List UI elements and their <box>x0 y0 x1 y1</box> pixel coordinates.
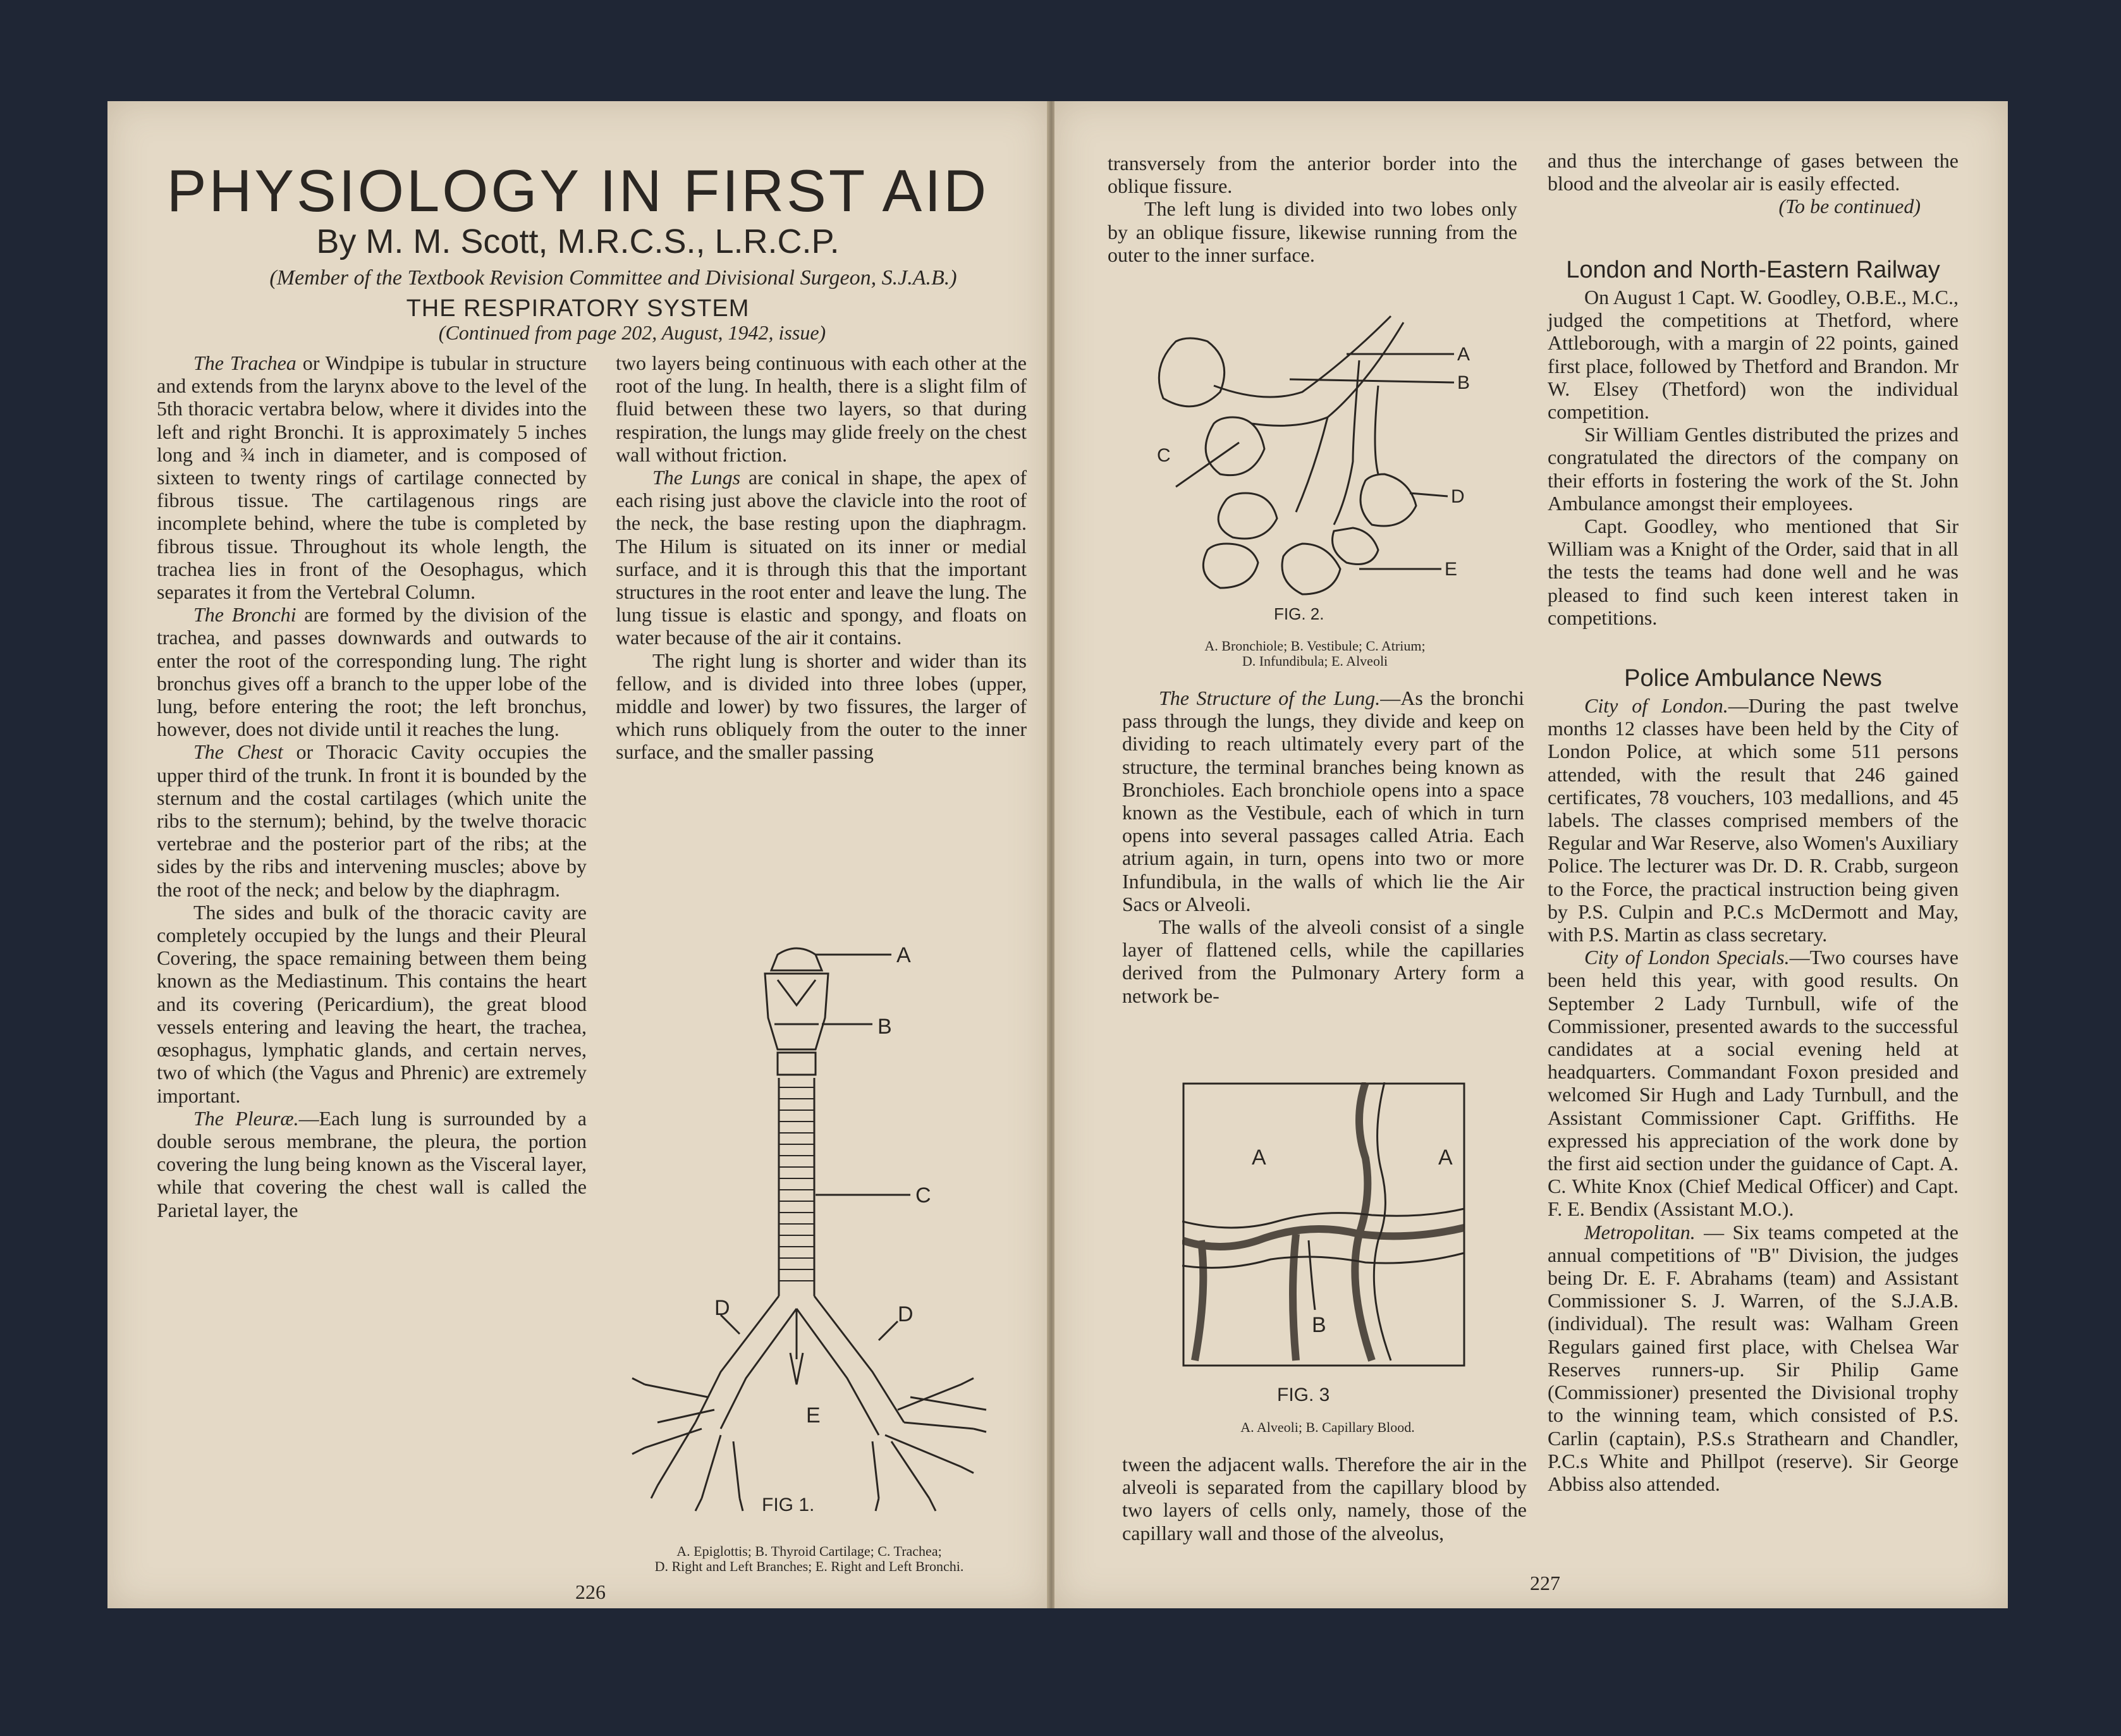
fig1-label-b: B <box>877 1015 892 1039</box>
paragraph: On August 1 Capt. W. Goodley, O.B.E., M.C., judged the competitions at Thetford, where Attleborough, with a margin of 22 points, gained first place, followed by Thetford and Brandon. Mr W. Elsey (Thetford) won the individual competition. <box>1548 286 1959 424</box>
fig3-label-a-right: A <box>1438 1146 1453 1170</box>
fig1-label-a: A <box>896 943 911 967</box>
paragraph: The Chest or Thoracic Cavity occupies the upper third of the trunk. In front it is bounded by the sternum and the costal cartilages (which unite the ribs to the sternum); behind, by the twelve thoracic vertebrae and the posterior part of the ribs; at the sides by the ribs and intervening muscles; above by the root of the neck; and below by the diaphragm. <box>157 740 587 901</box>
page-number-left: 226 <box>575 1580 606 1603</box>
paragraph: City of London Specials.—Two courses have been held this year, with good results. On September 2 Lady Turnbull, wife of the Commissioner, presented awards to the successful candidates at a social evening held at headquarters. Commandant Foxon presided and welcomed Sir Hugh and Lady Turnbull, and the Assistant Commissioner Capt. Griffiths. He expressed his appreciation of the work done by the first aid section under the guidance of Capt. A. C. White Knox (Chief Medical Officer) and Capt. F. E. Bendix (Assistant M.O.). <box>1548 946 1959 1221</box>
right-column-1-top <box>1108 152 1517 266</box>
article-byline: By M. M. Scott, M.R.C.S., L.R.C.P. <box>316 223 840 260</box>
paragraph: The walls of the alveoli consist of a single layer of flattened cells, while the capillaries derived from the Pulmonary Artery form a network be- <box>1122 915 1524 1007</box>
paragraph: City of London.—During the past twelve months 12 classes have been held by the City of London Police, at which some 511 persons attended, with the result that 246 gained certificates, 78 vouchers, 103 medallions, and 45 labels. The classes comprised members of the Regular and War Reserve, also Women's Auxiliary Police. The lecturer was Dr. D. R. Crabb, surgeon to the Force, the practical instruction being given by P.S. Culpin and P.C.s McDermott and May, with P.S. Martin as class secretary. <box>1548 694 1959 946</box>
fig3-label-a-left: A <box>1252 1146 1266 1170</box>
fig2-label-b: B <box>1457 372 1470 393</box>
paragraph: The Trachea or Windpipe is tubular in structure and extends from the larynx above to the level of the 5th thoracic vertabra below, where it divides into the left and right Bronchi. It is approximately 5 inches long and ¾ inch in diameter, and is composed of sixteen to twenty rings of cartilage connected by fibrous tissue. The cartilagenous rings are incomplete behind, where the tube is completed by fibrous tissue. Throughout its whole length, the trachea lies in front of the Oesophagus, which separates it from the Vertebral Column. <box>157 351 587 604</box>
fig2-label-a: A <box>1457 344 1470 365</box>
figure-3-caption: A. Alveoli; B. Capillary Blood. <box>1240 1419 1415 1435</box>
figure-1-trachea-diagram <box>607 942 1030 1549</box>
figure-2-bronchiole-diagram <box>1138 310 1492 626</box>
paragraph: The left lung is divided into two lobes only by an oblique fissure, likewise running from the outer to the inner surface. <box>1108 197 1517 266</box>
paragraph: The sides and bulk of the thoracic cavity are completely occupied by the lungs and their Pleural Covering, the space remaining between them being known as the Mediastinum. This contains the heart and its covering (Pericardium), the great blood vessels entering and leaving the heart, the trachea, œsophagus, lymphatic glands, and certain nerves, two of which (the Vagus and Phrenic) are extremely important. <box>157 900 587 1107</box>
fig2-label: FIG. 2. <box>1274 604 1324 623</box>
right-column-1-bottom <box>1122 1453 1527 1544</box>
fig1-label-d-right: D <box>898 1302 914 1326</box>
paragraph: The right lung is shorter and wider than its fellow, and is divided into three lobes (upper, middle and lower) by two fissures, the larger of which runs obliquely from the outer to the inner surface, and the smaller passing <box>616 649 1027 764</box>
paragraph: The Lungs are conical in shape, the apex of each rising just above the clavicle into the root of the neck, the base resting upon the diaphragm. The Hilum is situated on its inner or medial surface, and it is through this that the important structures in the root enter and leave the lung. The lung tissue is elastic and spongy, and floats on water because of the air it contains. <box>616 466 1027 649</box>
fig3-label-b: B <box>1312 1313 1326 1337</box>
paragraph: The Structure of the Lung.—As the bronchi pass through the lungs, they divide and keep on dividing to reach ultimately every part of the structure, the terminal branches being known as Bronchioles. Each bronchiole opens into a space known as the Vestibule, each of which in turn opens into several passages called Atria. Each atrium again, in turn, opens into two or more Infundibula, in the walls of which lie the Air Sacs or Alveoli. <box>1122 687 1525 915</box>
right-column-1-middle <box>1122 687 1524 1007</box>
lner-section <box>1548 286 1959 629</box>
paragraph: and thus the interchange of gases between the blood and the alveolar air is easily effected. <box>1548 149 1959 195</box>
police-heading: Police Ambulance News <box>1624 665 1882 692</box>
paragraph: The Bronchi are formed by the division of the trachea, and passes downwards and outwards to enter the root of the corresponding lung. The right bronchus gives off a branch to the upper lobe of the lung, before entering the root; the left bronchus, however, does not divide until it reaches the lung. <box>157 603 587 741</box>
lner-heading: London and North-Eastern Railway <box>1566 257 1940 283</box>
article-title: PHYSIOLOGY IN FIRST AID <box>166 157 989 224</box>
fig3-label: FIG. 3 <box>1277 1385 1330 1405</box>
paragraph: two layers being continuous with each other at the root of the lung. In health, there is a slight film of fluid between these two layers, so that during respiration, the lungs may glide freely on the chest wall without friction. <box>616 351 1027 466</box>
page-number-right: 227 <box>1530 1572 1560 1594</box>
paragraph: tween the adjacent walls. Therefore the air in the alveoli is separated from the capillary blood by two layers of cells only, namely, those of the capillary wall and those of the alveolus, <box>1122 1453 1527 1544</box>
left-column-1 <box>157 351 587 1221</box>
fig2-label-d: D <box>1451 486 1465 507</box>
police-section <box>1548 694 1959 1495</box>
paragraph: The Pleuræ.—Each lung is surrounded by a double serous membrane, the pleura, the portion covering the lung being known as the Visceral layer, while that covering the chest wall is called the Parietal layer, the <box>157 1106 587 1221</box>
left-column-2 <box>616 351 1027 764</box>
fig2-label-e: E <box>1445 559 1458 580</box>
right-column-2-top <box>1548 149 1959 218</box>
figure-2-caption: A. Bronchiole; B. Vestibule; C. Atrium; D. Infundibula; E. Alveoli <box>1204 638 1426 669</box>
paragraph: Sir William Gentles distributed the prizes and congratulated the directors of the company on their efforts in fostering the work of the St. John Ambulance amongst their employees. <box>1548 423 1959 515</box>
section-heading: THE RESPIRATORY SYSTEM <box>406 295 750 322</box>
figure-3-alveoli-diagram <box>1182 1082 1465 1367</box>
paragraph: transversely from the anterior border into the oblique fissure. <box>1108 152 1517 198</box>
fig1-label-e: E <box>806 1403 821 1427</box>
continued-note: (Continued from page 202, August, 1942, issue) <box>438 321 826 344</box>
fig1-label-d-left: D <box>714 1296 730 1320</box>
to-be-continued: (To be continued) <box>1778 195 1921 218</box>
fig1-label: FIG 1. <box>762 1495 815 1515</box>
paragraph: Metropolitan. — Six teams competed at the annual competitions of "B" Division, the judges being Dr. E. F. Abrahams (team) and Assistant Commissioner S. J. Warren, of the S.J.A.B. (individual). The result was: Walham Green Regulars gained first place, with Chelsea War Reserves runners-up. Sir Philip Game (Commissioner) presented the Divisional trophy to the winning team, which consisted of P.S. Carlin (captain), P.S.s Strathearn and Chandler, P.C.s White and Phillpot (reserve). Sir George Abbiss also attended. <box>1548 1220 1959 1495</box>
author-affiliation: (Member of the Textbook Revision Committee and Divisional Surgeon, S.J.A.B.) <box>269 266 957 290</box>
fig1-label-c: C <box>915 1183 931 1207</box>
paragraph: Capt. Goodley, who mentioned that Sir William was a Knight of the Order, said that in all the tests the teams had done well and he was pleased to find such keen interest taken in competitions. <box>1548 515 1959 629</box>
fig2-label-c: C <box>1157 445 1171 466</box>
figure-1-caption: A. Epiglottis; B. Thyroid Cartilage; C. Trachea; D. Right and Left Branches; E. Right and Left Bronchi. <box>654 1543 964 1574</box>
